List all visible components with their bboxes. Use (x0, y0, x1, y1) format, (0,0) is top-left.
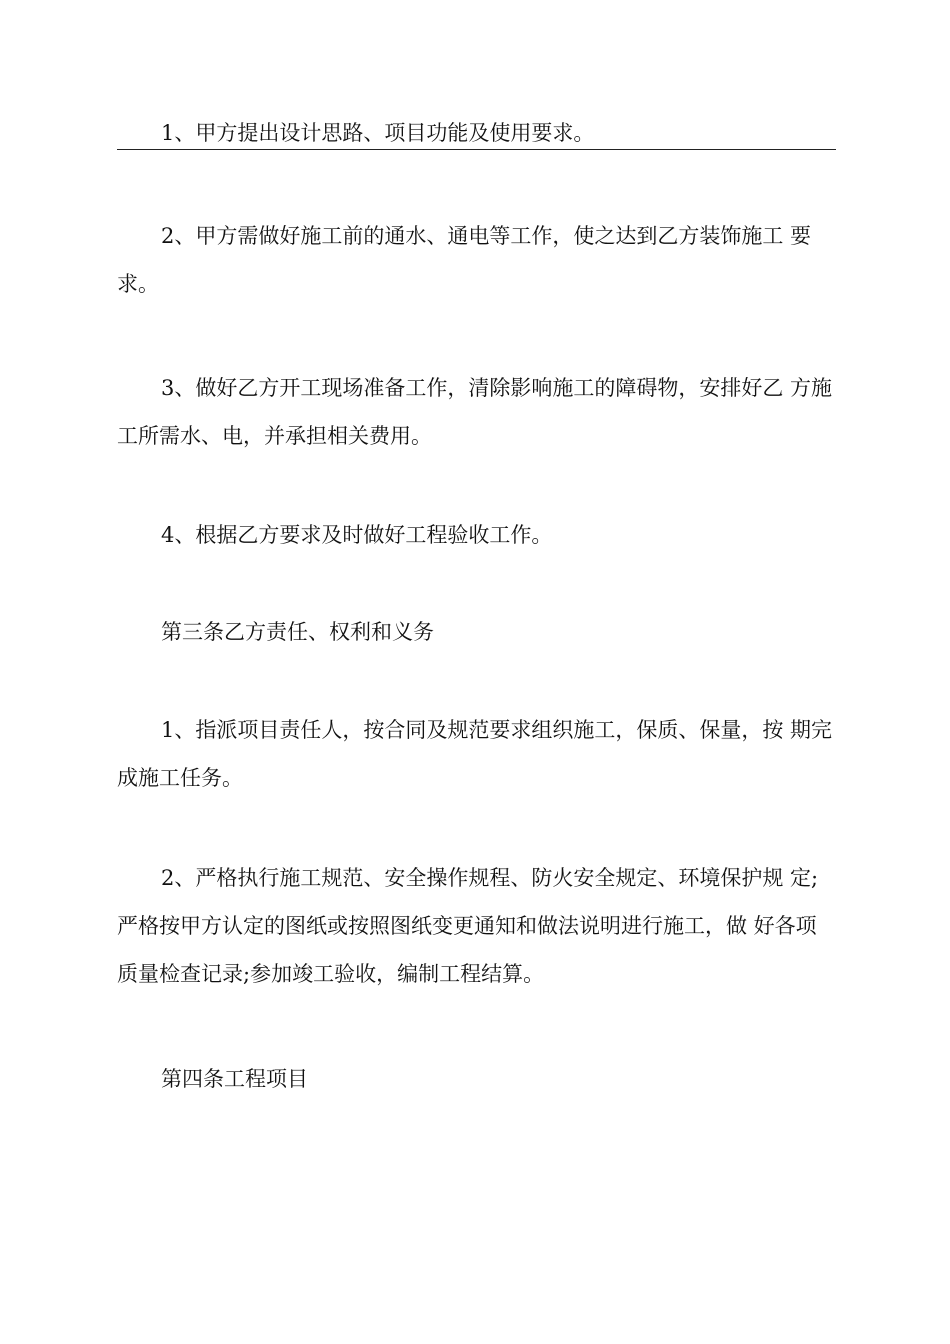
paragraph-party-a-item-1: 1、甲方提出设计思路、项目功能及使用要求。 (161, 121, 595, 145)
paragraph-party-b-item-1: 1、指派项目责任人，按合同及规范要求组织施工，保质、保量，按 期完成施工任务。 (117, 718, 833, 790)
section-heading-article-4: 第四条工程项目 (161, 1067, 308, 1091)
paragraph-party-b-item-2: 2、严格执行施工规范、安全操作规程、防火安全规定、环境保护规 定;严格按甲方认定的图纸或按照图纸变更通知和做法说明进行施工，做 好各项质量检查记录;参加竣工验收，编制工程结算。 (117, 866, 819, 986)
section-heading-article-3: 第三条乙方责任、权利和义务 (161, 620, 434, 644)
paragraph-party-a-item-2: 2、甲方需做好施工前的通水、通电等工作，使之达到乙方装饰施工 要求。 (117, 224, 812, 296)
paragraph-party-a-item-4: 4、根据乙方要求及时做好工程验收工作。 (161, 523, 553, 547)
horizontal-rule (117, 149, 836, 150)
paragraph-party-a-item-3: 3、做好乙方开工现场准备工作，清除影响施工的障碍物，安排好乙 方施工所需水、电，并承担相关费用。 (117, 376, 833, 448)
